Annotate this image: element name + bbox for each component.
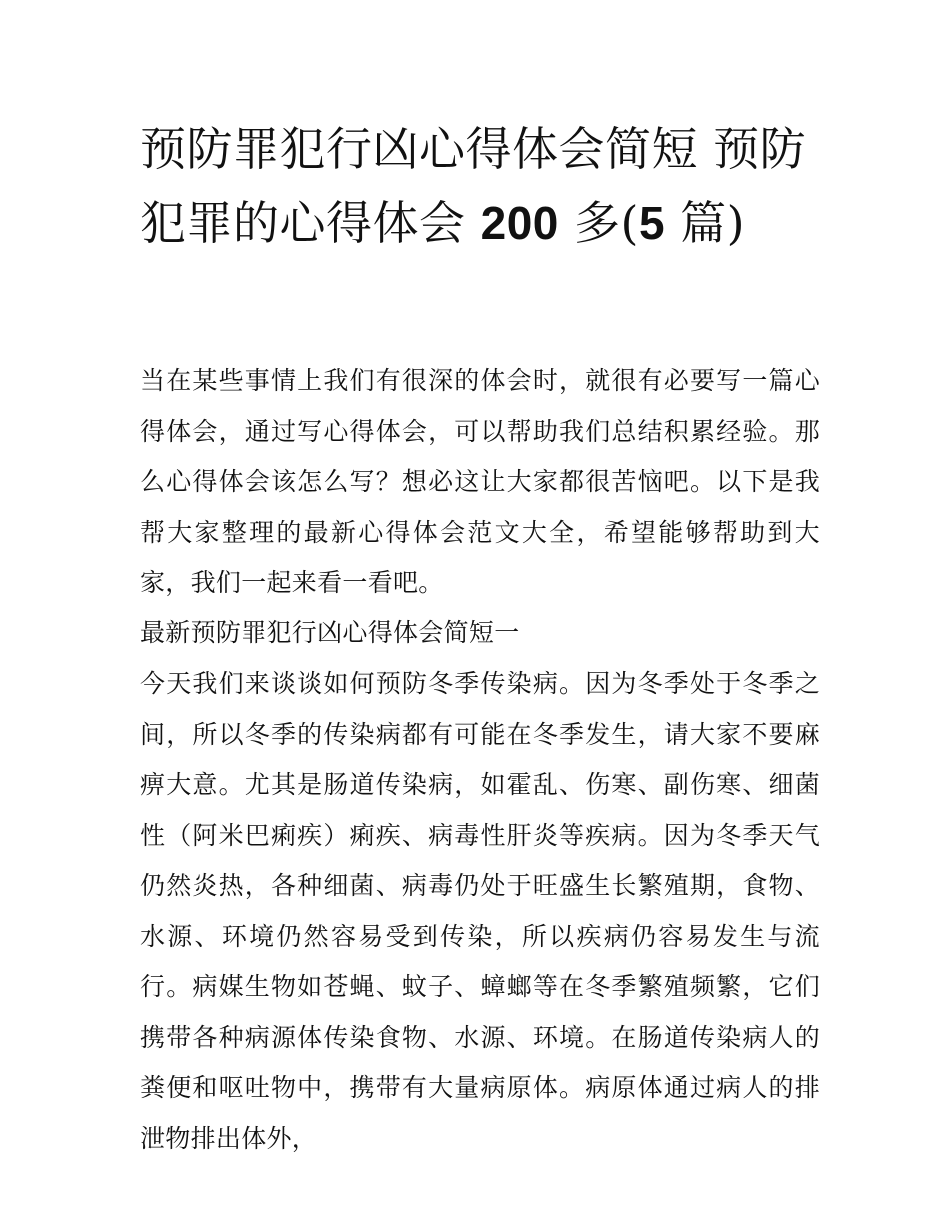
intro-paragraph: 当在某些事情上我们有很深的体会时，就很有必要写一篇心得体会，通过写心得体会，可以帮助我们总结积累经验。那么心得体会该怎么写？想必这让大家都很苦恼吧。以下是我帮大家整理的最新心得体会范文大全，希望能够帮助到大家，我们一起来看一看吧。 — [140, 366, 820, 597]
section-paragraph-1: 今天我们来谈谈如何预防冬季传染病。因为冬季处于冬季之间，所以冬季的传染病都有可能在冬季发生，请大家不要麻痹大意。尤其是肠道传染病，如霍乱、伤寒、副伤寒、细菌性（阿米巴痢疾）痢疾、病毒性肝炎等疾病。因为冬季天气仍然炎热，各种细菌、病毒仍处于旺盛生长繁殖期，食物、水源、环境仍然容易受到传染，所以疾病仍容易发生与流行。病媒生物如苍蝇、蚊子、蟑螂等在冬季繁殖频繁，它们携带各种病源体传染食物、水源、环境。在肠道传染病人的粪便和呕吐物中，携带有大量病原体。病原体通过病人的排泄物排出体外， — [140, 669, 820, 1153]
document-title — [140, 112, 820, 260]
section-heading-1: 最新预防罪犯行凶心得体会简短一 — [140, 618, 520, 647]
title-number-5: 5 — [638, 197, 666, 249]
title-text-3: 篇) — [665, 196, 746, 250]
title-text-1: 预防罪犯行凶心得体会简短 预防犯罪的心得体会 — [140, 122, 807, 250]
title-number-200: 200 — [480, 197, 559, 249]
title-text-2: 多( — [558, 196, 639, 250]
